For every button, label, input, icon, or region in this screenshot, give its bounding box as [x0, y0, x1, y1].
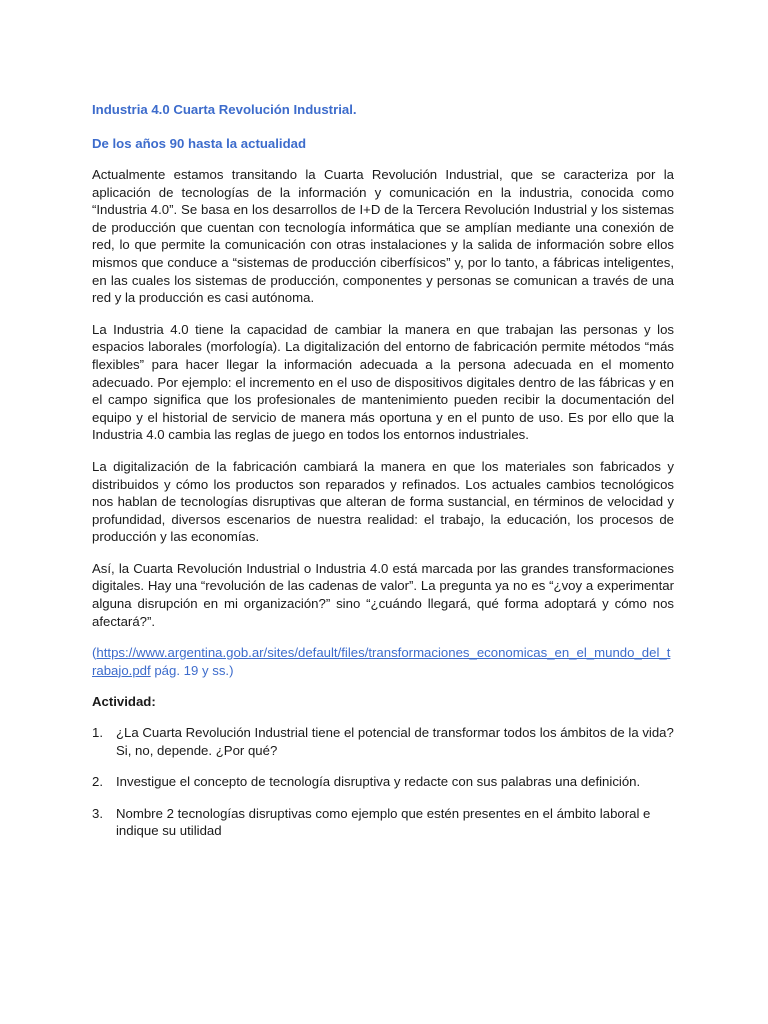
source-open-paren: ( [92, 645, 97, 661]
activity-task-list [92, 724, 674, 840]
task-number: 3. [92, 805, 103, 821]
paragraph-4: Así, la Cuarta Revolución Industrial o Industria 4.0 está marcada por las grandes transformaciones digitales. Hay una “revolución de las cadenas de valor”. La pregunta ya no es “¿voy a experimentar alguna disrupción en mi organización?” sino “¿cuándo llegará, qué forma adoptará y cómo nos afectará?”. [92, 560, 674, 629]
paragraph-3: La digitalización de la fabricación cambiará la manera en que los materiales son fabricados y distribuidos y cómo los productos son reparados y refinados. Los actuales cambios tecnológicos nos hablan de tecnologías disruptivas que alteran de forma sustancial, en términos de velocidad y profundidad, diversos escenarios de nuestra realidad: el trabajo, la educación, los procesos de producción y las economías. [92, 458, 674, 545]
document-page [92, 101, 674, 854]
paragraph-2: La Industria 4.0 tiene la capacidad de cambiar la manera en que trabajan las personas y los espacios laborales (morfología). La digitalización del entorno de fabricación permite métodos “más flexibles” para hacer llegar la información adecuada a la persona adecuada en el momento adecuado. Por ejemplo: el incremento en el uso de dispositivos digitales dentro de las fábricas y en el campo significa que los profesionales de mantenimiento pueden recibir la documentación del equipo y el historial de servicio de manera más oportuna y en el punto de uso. Es por ello que la Industria 4.0 cambia las reglas de juego en todos los entornos industriales. [92, 321, 674, 443]
activity-task-1 [92, 724, 674, 759]
source-link[interactable]: https://www.argentina.gob.ar/sites/default/files/transformaciones_economicas_en_el_mundo_del_trabajo.pdf [92, 645, 671, 678]
source-pages: pág. 19 y ss.) [150, 662, 234, 678]
document-title: Industria 4.0 Cuarta Revolución Industrial. [92, 102, 357, 117]
task-text: Investigue el concepto de tecnología disruptiva y redacte con sus palabras una definición. [116, 774, 641, 790]
task-number: 1. [92, 725, 103, 741]
activity-task-2 [92, 773, 674, 791]
activity-title: Actividad: [92, 694, 156, 710]
paragraph-1: Actualmente estamos transitando la Cuarta Revolución Industrial, que se caracteriza por la aplicación de tecnologías de la información y comunicación en la industria, conocida como “Industria 4.0”. Se basa en los desarrollos de I+D de la Tercera Revolución Industrial y los sistemas de producción que cuentan con tecnología informática que se amplían mediante una conexión de red, lo que permite la comunicación con otras instalaciones y la salida de información sobre ellos mismos que conduce a “sistemas de producción ciberfísicos” y, por lo tanto, a fábricas inteligentes, en las cuales los sistemas de producción, componentes y personas se comunican a través de una red y la producción es casi autónoma. [92, 167, 674, 306]
task-text: ¿La Cuarta Revolución Industrial tiene el potencial de transformar todos los ámbitos de la vida? Si, no, depende. ¿Por qué? [116, 725, 674, 758]
document-subtitle: De los años 90 hasta la actualidad [92, 136, 307, 151]
activity-task-3 [92, 805, 674, 840]
source-citation [92, 644, 674, 679]
task-text: Nombre 2 tecnologías disruptivas como ejemplo que estén presentes en el ámbito laboral e indique su utilidad [116, 805, 651, 839]
task-number: 2. [92, 774, 103, 790]
